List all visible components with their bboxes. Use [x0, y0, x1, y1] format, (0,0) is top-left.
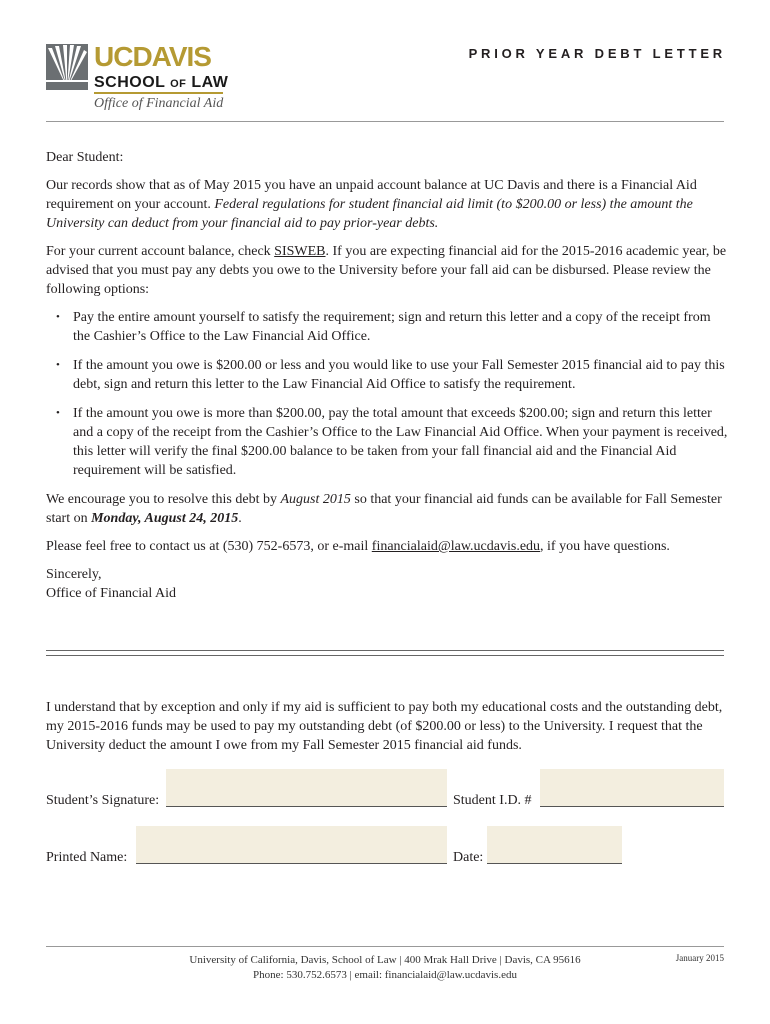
list-item: • If the amount you owe is more than $200.00, pay the total amount that exceeds $200.00; sign and return this letter and a copy of the receipt from the Cashier’s Office to the Law Financial Aid Office. When your payment is received, this letter will verify the final $200.00 balance to be taken from your fall financial aid and the Financial Aid requirement will be satisfied. — [46, 404, 730, 480]
list-item: • Pay the entire amount yourself to satisfy the requirement; sign and return this letter and a copy of the receipt from the Cashier’s Office to the Law Financial Aid Office. — [46, 308, 730, 346]
paragraph-deadline: We encourage you to resolve this debt by August 2015 so that your financial aid funds can be available for Fall Semester start on Monday, August 24, 2015. — [46, 492, 722, 526]
footer-divider — [46, 946, 724, 947]
logo-underline — [94, 92, 223, 94]
student-id-label: Student I.D. # — [453, 793, 532, 808]
printed-name-label: Printed Name: — [46, 850, 128, 865]
email-link[interactable]: financialaid@law.ucdavis.edu — [371, 539, 541, 554]
closing: Sincerely, Office of Financial Aid — [46, 565, 730, 603]
date-label: Date: — [453, 850, 484, 865]
list-item: • If the amount you owe is $200.00 or less and you would like to use your Fall Semester 2015 financial aid to pay this debt, sign and return this letter to the Law Financial Aid Office to satisfy the requirement. — [46, 356, 730, 394]
options-list — [46, 308, 730, 480]
paragraph-contact: Please feel free to contact us at (530) 752-6573, or e-mail financialaid@law.ucdavis.edu, if you have questions. — [46, 539, 670, 554]
sisweb-link[interactable]: SISWEB — [274, 244, 326, 259]
printed-name-field[interactable] — [136, 826, 447, 864]
paragraph-sisweb: For your current account balance, check SISWEB. If you are expecting financial aid for the 2015-2016 academic year, be advised that you must pay any debts you owe to the University before your fall aid can be disbursed. Please review the following options: — [46, 244, 727, 297]
logo-wordmark-ucdavis: UCDAVIS — [94, 41, 211, 72]
office-name: Office of Financial Aid — [94, 96, 224, 111]
footer-address — [150, 953, 620, 983]
footer-line-address: University of California, Davis, School of Law | 400 Mrak Hall Drive | Davis, CA 95616 — [189, 954, 581, 966]
closing-signer: Office of Financial Aid — [46, 586, 176, 601]
ucdavis-law-logo — [46, 41, 246, 114]
salutation: Dear Student: — [46, 150, 124, 165]
section-divider — [46, 650, 724, 656]
logo-wordmark-school-of-law: SCHOOL OF LAW — [94, 74, 229, 91]
paragraph-balance: Our records show that as of May 2015 you have an unpaid account balance at UC Davis and there is a Financial Aid requirement on your account. Federal regulations for student financial aid limit (to $200.00 or less) the amount the University can deduct from your financial aid to pay prior-year debts. — [46, 178, 697, 231]
sunburst-logo-icon — [46, 44, 88, 90]
signature-field[interactable] — [166, 769, 447, 807]
student-id-field[interactable] — [540, 769, 724, 807]
footer-line-contact: Phone: 530.752.6573 | email: financialaid@law.ucdavis.edu — [253, 969, 517, 981]
footer-date: January 2015 — [675, 953, 724, 963]
agreement-text: I understand that by exception and only if my aid is sufficient to pay both my educational costs and the outstanding debt, my 2015-2016 funds may be used to pay my outstanding debt (of $200.00 or less) to the University. I request that the University deduct the amount I owe from my Fall Semester 2015 financial aid funds. — [46, 700, 723, 753]
document-title: PRIOR YEAR DEBT LETTER — [468, 46, 726, 61]
date-field[interactable] — [487, 826, 622, 864]
signature-label: Student’s Signature: — [46, 793, 160, 808]
letter-body — [46, 148, 730, 603]
header-divider — [46, 121, 724, 122]
